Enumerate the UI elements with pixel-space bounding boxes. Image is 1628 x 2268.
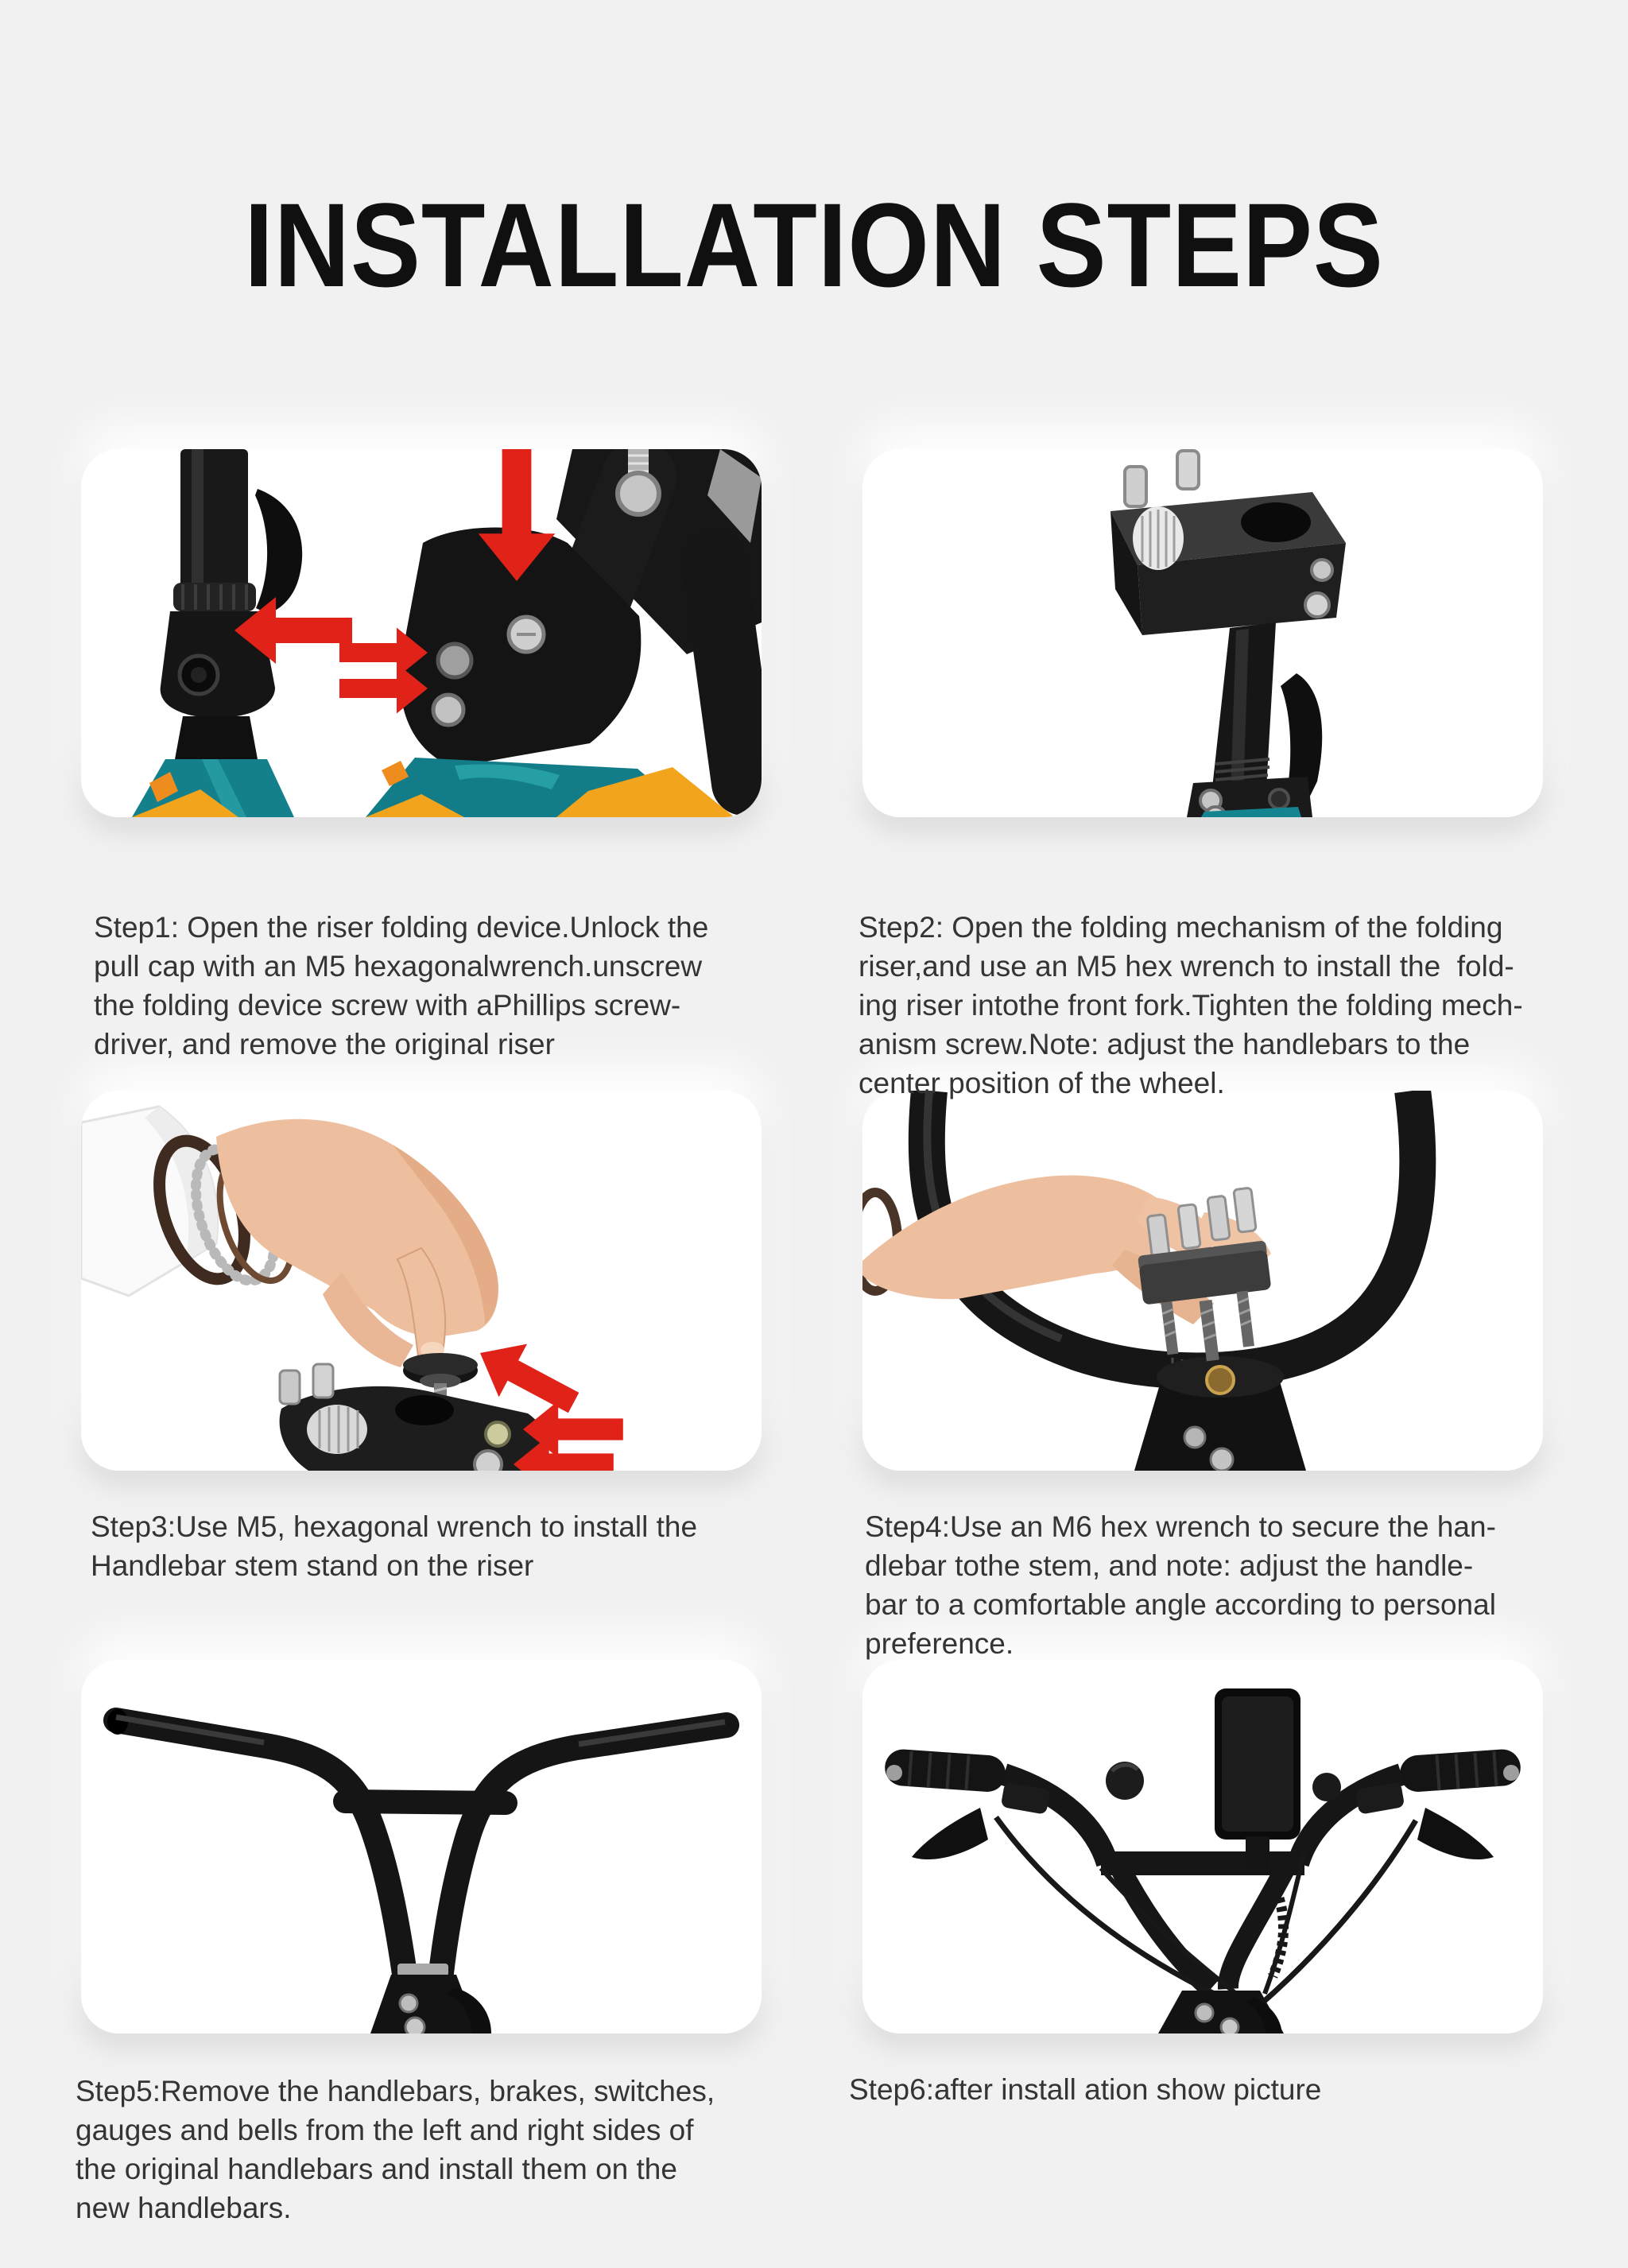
caption-line: Step6:after install ation show picture [849, 2073, 1322, 2106]
caption-line: Step5:Remove the handlebars, brakes, switches, [76, 2075, 715, 2107]
caption-line: the original handlebars and install them on the [76, 2153, 677, 2185]
step5-photo-card [81, 1660, 762, 2033]
caption-line: the folding device screw with aPhillips screw- [94, 989, 681, 1022]
step2-photo-card [862, 449, 1543, 817]
caption-line: bar to a comfortable angle according to personal [865, 1588, 1496, 1621]
step4-caption [865, 1507, 1496, 1663]
step1-photo [81, 449, 762, 817]
caption-line: preference. [865, 1627, 1014, 1660]
step3-photo-card [81, 1091, 762, 1471]
caption-line: ing riser intothe front fork.Tighten the folding mech- [859, 989, 1523, 1022]
stem-below-bar [1134, 1356, 1306, 1471]
step2-caption [859, 908, 1523, 1103]
caption-line: gauges and bells from the left and right sides of [76, 2114, 694, 2146]
step5-photo [81, 1660, 762, 2033]
step1-caption [94, 908, 708, 1064]
caption-line: center position of the wheel. [859, 1067, 1225, 1099]
caption-line: anism screw.Note: adjust the handlebars to the [859, 1028, 1471, 1060]
step4-photo [862, 1091, 1543, 1471]
caption-line: Step2: Open the folding mechanism of the folding [859, 911, 1503, 944]
page-title: INSTALLATION STEPS [244, 178, 1384, 312]
caption-line: riser,and use an M5 hex wrench to install the fold- [859, 950, 1514, 983]
step6-photo-card [862, 1660, 1543, 2033]
caption-line: driver, and remove the original riser [94, 1028, 555, 1060]
caption-line: pull cap with an M5 hexagonalwrench.unscrew [94, 950, 703, 983]
step6-photo [862, 1660, 1543, 2033]
caption-line: new handlebars. [76, 2192, 292, 2224]
step2-photo [862, 449, 1543, 817]
caption-line: Step3:Use M5, hexagonal wrench to install the [91, 1510, 698, 1543]
step1-photo-card [81, 449, 762, 817]
step6-caption [849, 2070, 1321, 2109]
step4-photo-card [862, 1091, 1543, 1471]
caption-line: Handlebar stem stand on the riser [91, 1549, 534, 1582]
caption-line: Step1: Open the riser folding device.Unlock the [94, 911, 709, 944]
step5-caption [76, 2072, 715, 2227]
caption-line: dlebar tothe stem, and note: adjust the handle- [865, 1549, 1474, 1582]
caption-line: Step4:Use an M6 hex wrench to secure the han- [865, 1510, 1496, 1543]
step3-photo [81, 1091, 762, 1471]
step3-caption [91, 1507, 697, 1585]
